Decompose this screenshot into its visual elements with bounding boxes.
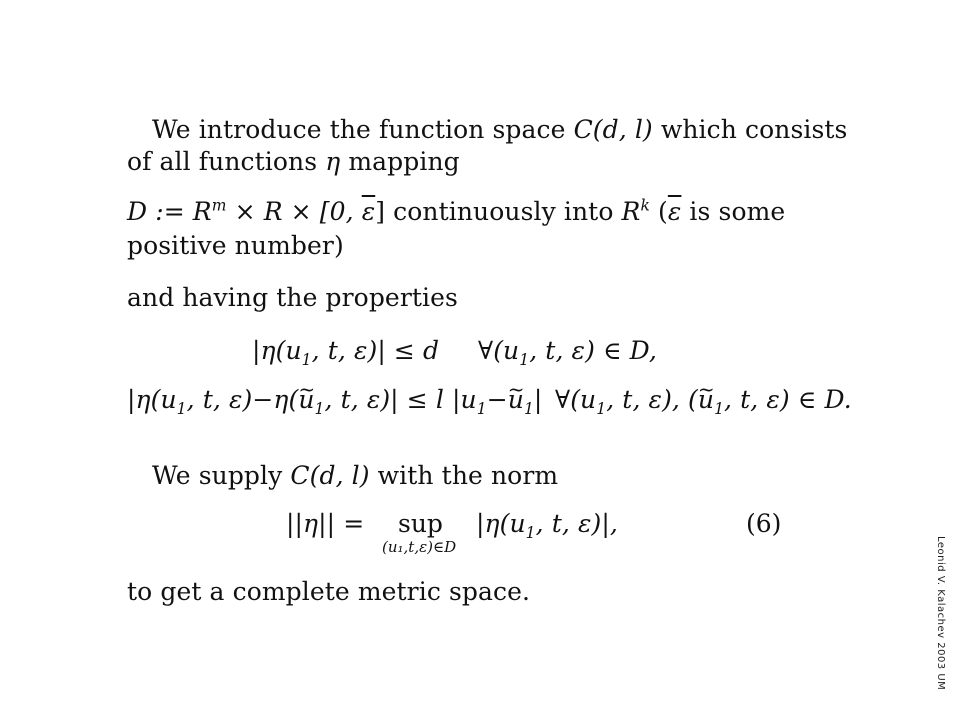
text-span: Leonid V. Kalachev 2003 UM bbox=[935, 536, 946, 691]
paragraph-1-line-2 bbox=[127, 146, 460, 178]
text-span: We introduce the function space bbox=[152, 115, 574, 144]
text-span: is some bbox=[681, 197, 786, 226]
paragraph-5 bbox=[127, 576, 530, 608]
text-span: of all functions bbox=[127, 147, 326, 176]
equation-number bbox=[746, 508, 781, 540]
text-span: ( bbox=[649, 197, 668, 226]
u-tilde: ~ u bbox=[698, 384, 714, 416]
paragraph-2-line-1 bbox=[127, 196, 786, 228]
text-span: continuously into bbox=[385, 197, 622, 226]
u-tilde: ~ u bbox=[508, 384, 524, 416]
bracket: ] bbox=[375, 197, 386, 226]
math-span: sup bbox=[398, 509, 443, 538]
math-span: ||η|| = bbox=[286, 509, 365, 538]
epsilon-bar: $\overline{\varepsilon}$ bbox=[361, 197, 376, 226]
math-span: (u₁,t,ε)∈D bbox=[382, 538, 457, 556]
text-span: mapping bbox=[340, 147, 460, 176]
subscript: 1 bbox=[525, 524, 536, 542]
exponent-k: k bbox=[640, 196, 650, 215]
math-span: , t, ε)| ≤ l |u bbox=[324, 385, 477, 414]
text-span: We supply bbox=[152, 461, 291, 490]
paragraph-2-line-2 bbox=[127, 230, 344, 262]
inequality-bound-quantifier bbox=[478, 335, 657, 367]
sup-operator bbox=[398, 508, 443, 540]
norm-lhs bbox=[286, 508, 364, 540]
text-span: positive number) bbox=[127, 231, 344, 260]
function-space-symbol: C(d, l) bbox=[290, 461, 370, 490]
math-span: , t, ε) ∈ D. bbox=[724, 385, 852, 414]
text-span: to get a complete metric space. bbox=[127, 577, 531, 606]
text-span: and having the properties bbox=[127, 283, 458, 312]
subscript: 1 bbox=[176, 400, 187, 418]
eta-symbol: η bbox=[325, 147, 341, 176]
subscript: 1 bbox=[596, 400, 607, 418]
domain-definition: D := R bbox=[127, 197, 212, 226]
u-tilde: ~ u bbox=[298, 384, 314, 416]
text-span: which consists bbox=[652, 115, 848, 144]
inequality-bound bbox=[252, 335, 439, 367]
exponent-m: m bbox=[211, 196, 227, 215]
subscript: 1 bbox=[714, 400, 725, 418]
subscript: 1 bbox=[314, 400, 325, 418]
math-span: ∀(u bbox=[478, 336, 520, 365]
norm-rhs bbox=[476, 508, 618, 540]
inequality-lipschitz bbox=[127, 384, 542, 416]
function-space-symbol: C(d, l) bbox=[573, 115, 653, 144]
text-span: with the norm bbox=[369, 461, 559, 490]
math-span: |η(u bbox=[476, 509, 526, 538]
codomain-symbol: R bbox=[621, 197, 641, 226]
subscript: 1 bbox=[301, 351, 312, 369]
subscript: 1 bbox=[523, 400, 534, 418]
paragraph-3 bbox=[127, 282, 458, 314]
math-span: , t, ε)| ≤ d bbox=[311, 336, 440, 365]
math-span: − bbox=[486, 385, 508, 414]
subscript: 1 bbox=[476, 400, 487, 418]
math-span: |η(u bbox=[252, 336, 302, 365]
epsilon-bar: $\overline{\varepsilon}$ bbox=[667, 197, 682, 226]
subscript: 1 bbox=[519, 351, 530, 369]
math-span: , t, ε)|, bbox=[535, 509, 618, 538]
math-span: | bbox=[533, 385, 543, 414]
math-span: |η(u bbox=[127, 385, 177, 414]
math-span: , t, ε), ( bbox=[606, 385, 698, 414]
math-span: , t, ε) ∈ D, bbox=[529, 336, 657, 365]
math-span: ∀(u bbox=[555, 385, 597, 414]
paragraph-1-line-1 bbox=[152, 114, 847, 146]
math-span: (6) bbox=[746, 509, 782, 538]
sup-subscript bbox=[382, 538, 456, 556]
inequality-lipschitz-quantifier bbox=[555, 384, 852, 416]
domain-product: × R × [0, bbox=[226, 197, 362, 226]
author-credit bbox=[935, 536, 946, 690]
math-span: , t, ε)−η( bbox=[186, 385, 299, 414]
paragraph-4 bbox=[152, 460, 558, 492]
